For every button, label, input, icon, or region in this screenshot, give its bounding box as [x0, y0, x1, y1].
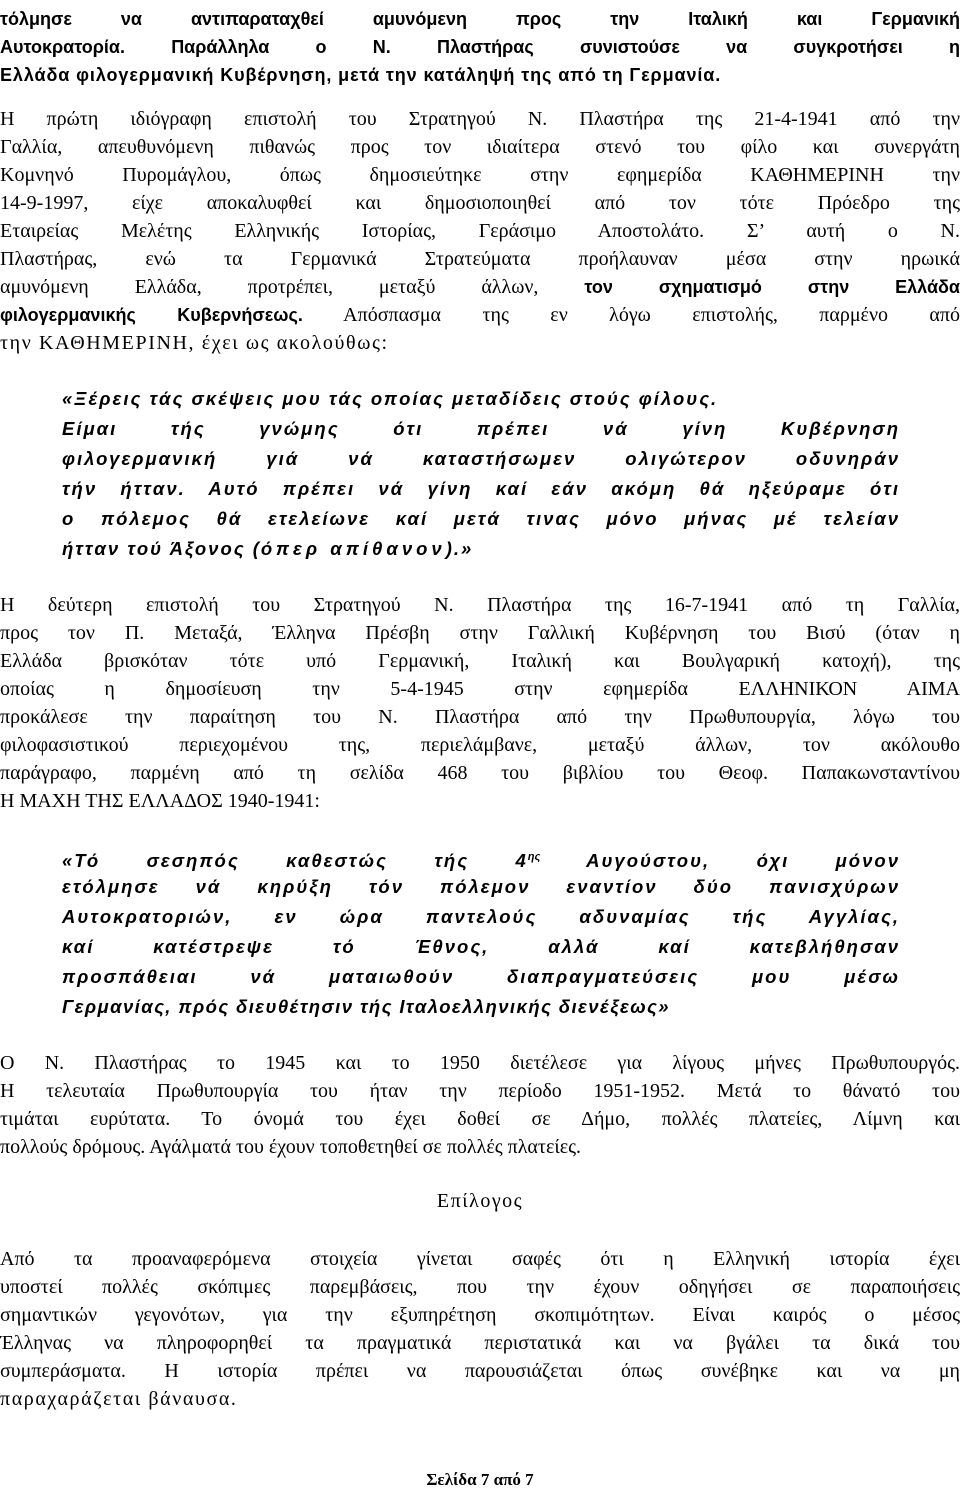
- paragraph-line: σημαντικών γεγονότων, για την εξυπηρέτηση σκοπιμότητων. Είναι καιρός ο μέσος: [0, 1304, 960, 1326]
- section-heading: Επίλογος: [436, 1190, 524, 1212]
- superscript-text: ης: [527, 851, 541, 863]
- quote-line: Είμαι τής γνώμης ότι πρέπει νά γίνη Κυβέρνηση: [62, 418, 900, 439]
- quote-line: ετόλμησε νά κηρύξη τόν πόλεμον εναντίον δύο πανισχύρων: [62, 876, 900, 897]
- paragraph-line: 14-9-1997, είχε αποκαλυφθεί και δημοσιοποιηθεί από τον τότε Πρόεδρο της: [0, 192, 960, 214]
- intro-line: Ελλάδα φιλογερμανική Κυβέρνηση, μετά την κατάληψή της από τη Γερμανία.: [0, 65, 722, 85]
- paragraph-line: συμπεράσματα. Η ιστορία πρέπει να παρουσιάζεται όπως συνέβηκε και να μη: [0, 1360, 960, 1382]
- paragraph-line: προς τον Π. Μεταξά, Έλληνα Πρέσβη στην Γαλλική Κυβέρνηση του Βισύ (όταν η: [0, 622, 960, 644]
- paragraph-line: Η τελευταία Πρωθυπουργία του ήταν την περίοδο 1951-1952. Μετά το θάνατό του: [0, 1080, 960, 1102]
- paragraph-text: αμυνόμενη Ελλάδα, προτρέπει, μεταξύ άλλων,: [0, 276, 539, 298]
- quote-line: Αυτοκρατοριών, εν ώρα παντελούς αδυναμίας τής Αγγλίας,: [62, 906, 900, 927]
- quote-line: [62, 844, 900, 872]
- paragraph-line: Ελλάδα βρισκόταν τότε υπό Γερμανική, Ιταλική και Βουλγαρική κατοχή), της: [0, 650, 960, 672]
- quote-text: Αυγούστου, όχι μόνον: [540, 850, 900, 871]
- paragraph-line: Κομνηνό Πυρομάγλου, όπως δημοσιεύτηκε στην εφημερίδα ΚΑΘΗΜΕΡΙΝΗ την: [0, 164, 960, 186]
- intro-line: τόλμησε να αντιπαραταχθεί αμυνόμενη προς την Ιταλική και Γερμανική: [0, 9, 960, 29]
- paragraph-line: οποίας η δημοσίευση την 5-4-1945 στην εφημερίδα ΕΛΛΗΝΙΚΟΝ ΑΙΜΑ: [0, 678, 960, 700]
- quote-line: ο πόλεμος θά ετελείωνε καί μετά τινας μόνο μήνας μέ τελείαν: [62, 508, 900, 529]
- page-number: Σελίδα 7 από 7: [426, 1470, 534, 1489]
- paragraph-line: παραχαράζεται βάναυσα.: [0, 1388, 238, 1410]
- paragraph-line: τιμάται ευρύτατα. Το όνομά του έχει δοθεί σε Δήμο, πολλές πλατείες, Λίμνη και: [0, 1108, 960, 1130]
- paragraph-line: Η δεύτερη επιστολή του Στρατηγού Ν. Πλαστήρα της 16-7-1941 από τη Γαλλία,: [0, 594, 960, 616]
- paragraph-line: προκάλεσε την παραίτηση του Ν. Πλαστήρα από την Πρωθυπουργία, λόγω του: [0, 706, 960, 728]
- quote-line: Γερμανίας, πρός διευθέτησιν τής Ιταλοελληνικής διενέξεως»: [62, 996, 670, 1017]
- paragraph-line: πολλούς δρόμους. Αγάλματά του έχουν τοποθετηθεί σε πολλές πλατείες.: [0, 1136, 582, 1158]
- paragraph-line: Γαλλία, απευθυνόμενη πιθανώς προς τον ιδιαίτερα στενό του φίλο και συνεργάτη: [0, 136, 960, 158]
- quote-line: «Ξέρεις τάς σκέψεις μου τάς οποίας μεταδίδεις στούς φίλους.: [62, 388, 719, 409]
- emphasis-text: φιλογερμανικής Κυβερνήσεως.: [0, 305, 303, 325]
- quote-line: τήν ήτταν. Αυτό πρέπει νά γίνη καί εάν ακόμη θά ηξεύραμε ότι: [62, 478, 900, 499]
- intro-line: Αυτοκρατορία. Παράλληλα ο Ν. Πλαστήρας συνιστούσε να συγκροτήσει η: [0, 37, 960, 57]
- paragraph-line: Έλληνας να πληροφορηθεί τα πραγματικά περιστατικά και να βγάλει τα δικά του: [0, 1332, 960, 1354]
- paragraph-line: Η ΜΑΧΗ ΤΗΣ ΕΛΛΑΔΟΣ 1940-1941:: [0, 790, 320, 812]
- paragraph-line: [0, 274, 960, 302]
- quote-line: [62, 536, 900, 564]
- paragraph-line: Ο Ν. Πλαστήρας το 1945 και το 1950 διετέλεσε για λίγους μήνες Πρωθυπουργός.: [0, 1052, 960, 1074]
- emphasis-text: τον σχηματισμό στην Ελλάδα: [584, 277, 960, 297]
- quote-line: φιλογερμανική γιά νά καταστήσωμεν ολιγώτερον οδυνηράν: [62, 448, 900, 469]
- paragraph-line: [0, 302, 960, 330]
- paragraph-line: Η πρώτη ιδιόγραφη επιστολή του Στρατηγού Ν. Πλαστήρα της 21-4-1941 από την: [0, 108, 960, 130]
- paragraph-text: Απόσπασμα της εν λόγω επιστολής, παρμένο από: [343, 304, 960, 326]
- paragraph-line: παράγραφο, παρμένη από τη σελίδα 468 του βιβλίου του Θεοφ. Παπακωνσταντίνου: [0, 762, 960, 784]
- quote-text: «Τό σεσηπός καθεστώς τής 4: [62, 850, 528, 871]
- paragraph-line: την ΚΑΘΗΜΕΡΙΝΗ, έχει ως ακολούθως:: [0, 332, 389, 354]
- paragraph-line: Από τα προαναφερόμενα στοιχεία γίνεται σαφές ότι η Ελληνική ιστορία έχει: [0, 1248, 960, 1270]
- paragraph-line: φιλοφασιστικού περιεχομένου της, περιελάμβανε, μεταξύ άλλων, τον ακόλουθο: [0, 734, 960, 756]
- quote-text: ).»: [445, 538, 474, 559]
- paragraph-line: Πλαστήρας, ενώ τα Γερμανικά Στρατεύματα προήλαυναν μέσα στην ηρωικά: [0, 248, 960, 270]
- quote-spaced-text: όπερ απίθανον: [260, 538, 446, 559]
- paragraph-line: Εταιρείας Μελέτης Ελληνικής Ιστορίας, Γεράσιμο Αποστολάτο. Σ’ αυτή ο Ν.: [0, 220, 960, 242]
- quote-text: ήτταν τού Άξονος (: [62, 538, 261, 559]
- paragraph-line: υποστεί πολλές σκόπιμες παρεμβάσεις, που την έχουν οδηγήσει σε παραποιήσεις: [0, 1276, 960, 1298]
- quote-line: καί κατέστρεψε τό Έθνος, αλλά καί κατεβλήθησαν: [62, 936, 900, 957]
- quote-line: προσπάθειαι νά ματαιωθούν διαπραγματεύσεις μου μέσω: [62, 966, 900, 987]
